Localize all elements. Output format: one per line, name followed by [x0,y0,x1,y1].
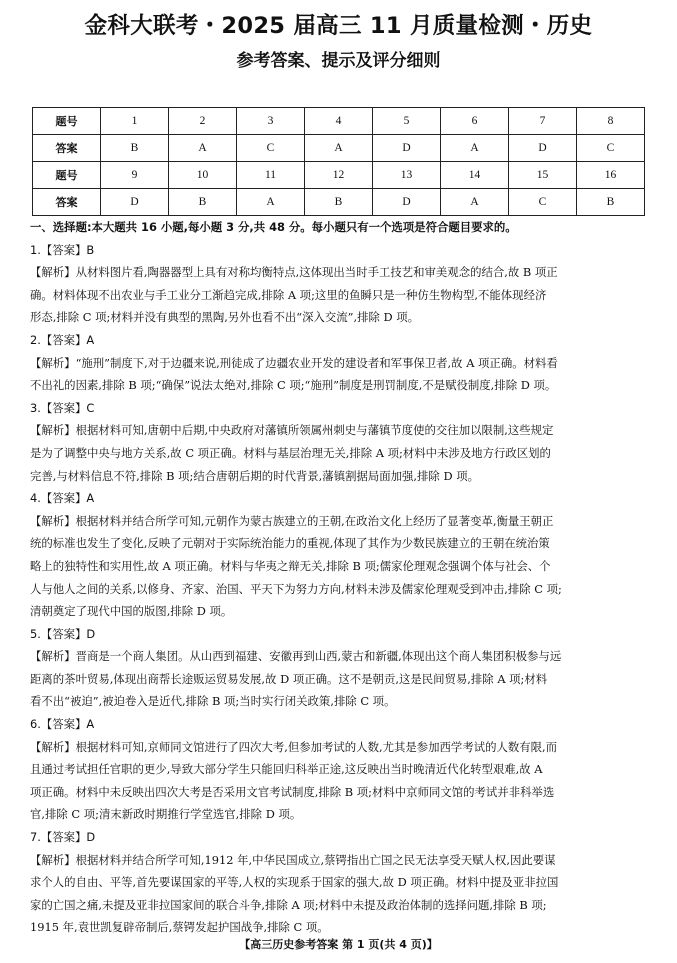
answer-cell: C [577,135,645,162]
question-number-cell: 8 [577,108,645,135]
analysis-line: 家的亡国之痛,未提及亚非拉国家间的联合斗争,排除 A 项;材料中未提及政治体制的选择问题,排除 B 项; [30,897,547,912]
page-footer: 【高三历史参考答案 第 1 页(共 4 页)】 [239,938,438,951]
analysis-line: 略上的独特性和实用性,故 A 项正确。材料与华夷之辩无关,排除 B 项;儒家伦理观念强调个体与社会、个 [30,558,551,573]
answer-row-1 [33,135,645,162]
answer-cell: A [169,135,237,162]
question-number-cell: 12 [305,162,373,189]
analysis-line: 确。材料体现不出农业与手工业分工渐趋完成,排除 A 项;这里的鱼瞬只是一种仿生物构型,不能体现经济 [30,287,547,302]
page-subtitle: 参考答案、提示及评分细则 [236,51,441,71]
analysis-line: 不出礼的因素,排除 B 项;“确保”说法太绝对,排除 C 项;“施刑”制度是刑罚制度,不是赋役制度,排除 D 项。 [30,378,557,393]
analysis-line: 【解析】从材料图片看,陶器器型上具有对称均衡特点,这体现出当时手工技艺和审美观念的结合,故 B 项正 [30,265,558,280]
answer-cell: C [237,135,305,162]
answer-cell: D [509,135,577,162]
analysis-line: 【解析】根据材料并结合所学可知,1912 年,中华民国成立,蔡锷指出亡国之民无法享受天赋人权,因此要谋 [30,852,556,867]
question-number-cell: 3 [237,108,305,135]
answer-line-q7: 7.【答案】D [30,830,96,845]
answer-label: 答案 [33,135,101,162]
answer-explanations [30,216,650,939]
question-number-cell: 5 [373,108,441,135]
question-number-cell: 7 [509,108,577,135]
question-label: 题号 [33,108,101,135]
answer-cell: B [169,189,237,216]
answer-cell: B [577,189,645,216]
page-title: 金科大联考・2025 届高三 11 月质量检测・历史 [84,13,593,39]
answer-cell: A [237,189,305,216]
question-number-cell: 14 [441,162,509,189]
answer-line-q4: 4.【答案】A [30,491,95,506]
answer-cell: A [305,135,373,162]
analysis-line: 且通过考试担任官职的更少,导致大部分学生只能回归科举正途,这反映出当时晚清近代化转型艰难,故 A [30,762,543,777]
analysis-line: 项正确。材料中未反映出四次大考是否采用文官考试制度,排除 B 项;材料中京师同文馆的考试并非科举选 [30,784,555,799]
question-number-cell: 1 [101,108,169,135]
question-number-cell: 6 [441,108,509,135]
question-number-row-1 [33,108,645,135]
analysis-line: 求个人的自由、平等,首先要谋国家的平等,人权的实现系于国家的强大,故 D 项正确。材料中提及亚非拉国 [30,875,559,890]
analysis-line: 看不出“被迫”,被迫卷入是近代,排除 B 项;当时实行闭关政策,排除 C 项。 [30,694,396,709]
analysis-line: 完善,与材料信息不符,排除 B 项;结合唐朝后期的时代背景,藩镇割据局面加强,排除 D 项。 [30,468,479,483]
question-number-cell: 15 [509,162,577,189]
answer-row-2 [33,189,645,216]
analysis-line: 距离的茶叶贸易,体现出商帮长途贩运贸易发展,故 D 项正确。这不是朝贡,这是民间贸易,排除 A 项;材料 [30,671,548,686]
analysis-line: 【解析】根据材料可知,京师同文馆进行了四次大考,但参加考试的人数,尤其是参加西学考试的人数有限,而 [30,739,558,754]
answer-label: 答案 [33,189,101,216]
question-number-cell: 2 [169,108,237,135]
question-number-cell: 4 [305,108,373,135]
section-heading: 一、选择题:本大题共 16 小题,每小题 3 分,共 48 分。每小题只有一个选项是符合题目要求的。 [30,220,517,234]
analysis-line: 【解析】“施刑”制度下,对于边疆来说,刑徒成了边疆农业开发的建设者和军事保卫者,故 A 项正确。材料看 [30,355,558,370]
analysis-line: 1915 年,袁世凯复辟帝制后,蔡锷发起护国战争,排除 C 项。 [30,920,329,935]
question-number-cell: 11 [237,162,305,189]
analysis-line: 清朝奠定了现代中国的版图,排除 D 项。 [30,604,233,619]
analysis-line: 官,排除 C 项;清末新政时期推行学堂选官,排除 D 项。 [30,807,302,822]
analysis-line: 人与他人之间的关系,以修身、齐家、治国、平天下为努力方向,材料未涉及儒家伦理观受到冲击,排除 C 项; [30,581,562,596]
analysis-line: 形态,排除 C 项;材料并没有典型的黑陶,另外也看不出“深入交流”,排除 D 项。 [30,310,420,325]
analysis-line: 【解析】晋商是一个商人集团。从山西到福建、安徽再到山西,蒙古和新疆,体现出这个商人集团积极参与远 [30,649,562,664]
answer-table [32,107,645,216]
question-number-cell: 13 [373,162,441,189]
question-number-cell: 16 [577,162,645,189]
question-number-cell: 10 [169,162,237,189]
question-number-row-2 [33,162,645,189]
answer-line-q2: 2.【答案】A [30,332,95,347]
answer-line-q1: 1.【答案】B [30,242,95,257]
answer-cell: D [373,135,441,162]
question-label: 题号 [33,162,101,189]
answer-cell: B [101,135,169,162]
analysis-line: 是为了调整中央与地方关系,故 C 项正确。材料与基层治理无关,排除 A 项;材料中未涉及地方行政区划的 [30,445,551,460]
answer-line-q5: 5.【答案】D [30,626,96,641]
analysis-line: 【解析】根据材料并结合所学可知,元朝作为蒙古族建立的王朝,在政治文化上经历了显著变革,衡量王朝正 [30,513,554,528]
analysis-line: 统的标准也发生了变化,反映了元朝对于实际统治能力的重视,体现了其作为少数民族建立的王朝在统治策 [30,536,550,551]
analysis-line: 【解析】根据材料可知,唐朝中后期,中央政府对藩镇所领属州刺史与藩镇节度使的交往加以限制,这些规定 [30,423,554,438]
answer-cell: B [305,189,373,216]
answer-cell: A [441,189,509,216]
question-number-cell: 9 [101,162,169,189]
answer-cell: D [101,189,169,216]
answer-cell: A [441,135,509,162]
answer-cell: D [373,189,441,216]
answer-line-q6: 6.【答案】A [30,717,95,732]
answer-line-q3: 3.【答案】C [30,400,95,415]
answer-cell: C [509,189,577,216]
